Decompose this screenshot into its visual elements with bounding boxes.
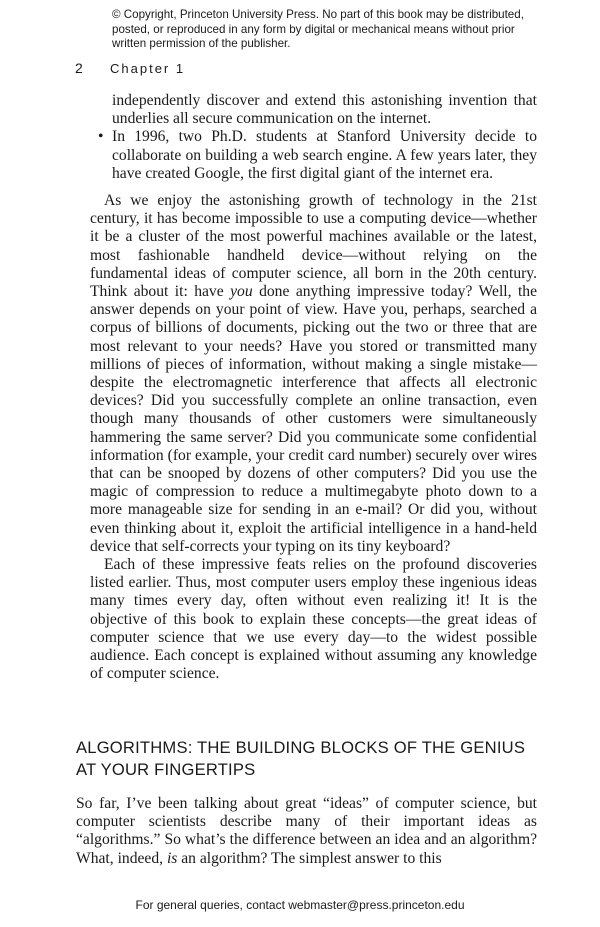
paragraph-1-part-b: done anything impressive today? Well, the answer depends on your point of view. Have you, perhaps, searched a corpus of billions of documents, picking out the two or three that are most relevant to your needs? Have you stored or transmitted many millions of pieces of information, without making a single mistake—despite the electromagnetic interference that affects all electronic devices? Did you successfully complete an online transaction, even though many thousands of other customers were simultaneously hammering the same server? Did you communicate some confidential information (for example, your credit card number) securely over wires that can be snooped by dozens of other computers? Did you use the magic of compression to reduce a multimegabyte photo down to a more manageable size for sending in an e-mail? Or did you, without even thinking about it, exploit the artificial intelligence in a hand-held device that self-corrects your typing on its tiny keyboard? bbox=[90, 283, 538, 555]
section-paragraph-part-b: an algorithm? The simplest answer to this bbox=[177, 849, 442, 867]
body-text bbox=[90, 92, 537, 684]
section-body bbox=[76, 795, 537, 868]
footer-contact: For general queries, contact webmaster@press.princeton.edu bbox=[135, 898, 465, 912]
paragraph-2: Each of these impressive feats relies on the profound discoveries listed earlier. Thus, most computer users employ these ingenious ideas many times every day, often without even realizing it! It is the objective of this book to explain these concepts—the great ideas of computer science that we use every day—to the widest possible audience. Each concept is explained without assuming any knowledge of computer science. bbox=[90, 556, 537, 683]
page-number: 2 bbox=[75, 60, 83, 76]
section-paragraph-emphasis: is bbox=[166, 849, 178, 867]
paragraph-1 bbox=[90, 192, 537, 556]
section-paragraph bbox=[76, 795, 537, 868]
list-item bbox=[98, 128, 537, 183]
bullet-text: In 1996, two Ph.D. students at Stanford University decide to collaborate on building a web search engine. A few years later, they have created Google, the first digital giant of the internet era. bbox=[112, 128, 537, 182]
bullet-continuation: independently discover and extend this astonishing invention that underlies all secure communication on the internet. bbox=[112, 92, 537, 128]
paragraph-1-part-a: As we enjoy the astonishing growth of technology in the 21st century, it has become impossible to use a computing device—whether it be a cluster of the most powerful machines available or the latest, most fashionable handheld device—without relying on the fundamental ideas of computer science, all born in the 20th century. Think about it: have bbox=[90, 192, 537, 301]
paragraph-1-emphasis: you bbox=[230, 283, 253, 301]
bullet-icon: • bbox=[98, 128, 104, 146]
copyright-notice: © Copyright, Princeton University Press. No part of this book may be distributed, posted, or reproduced in any form by digital or mechanical means without prior written permission of the publisher. bbox=[112, 8, 524, 50]
running-head bbox=[75, 59, 185, 78]
section-heading: ALGORITHMS: THE BUILDING BLOCKS OF THE GENIUS AT YOUR FINGERTIPS bbox=[76, 738, 526, 779]
section-paragraph-part-a: So far, I’ve been talking about great “ideas” of computer science, but computer scientists describe many of their important ideas as “algorithms.” So what’s the difference between an idea and an algorithm? What, indeed, bbox=[76, 795, 537, 867]
chapter-label: Chapter 1 bbox=[110, 61, 186, 76]
